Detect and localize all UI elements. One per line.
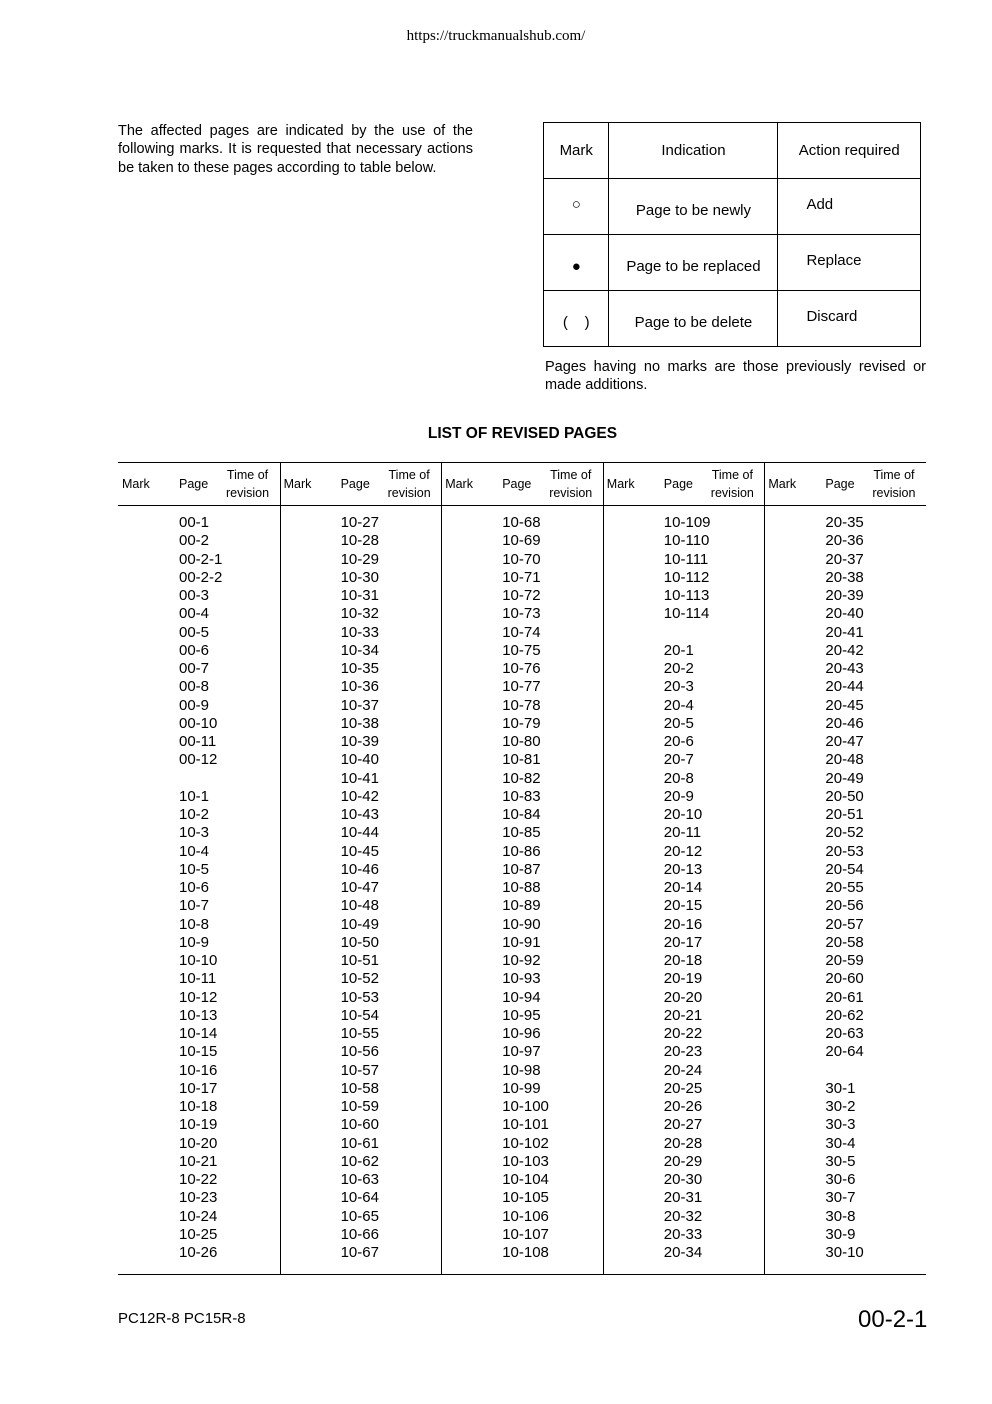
list-column-1 [118,463,281,1274]
time-of-label: Time of [388,468,430,482]
page-entry: 20-23 [663,1043,703,1061]
page-entry: 10-103 [502,1152,549,1170]
page-entry: 10-81 [502,751,541,769]
page-entry: 10-101 [502,1116,549,1134]
page-entry: 10-3 [179,824,210,842]
page-entry: 10-61 [340,1134,379,1152]
page-entry: 10-105 [502,1189,549,1207]
page-entry: 10-100 [502,1098,549,1115]
indication-text: Page to be delete [634,314,753,331]
time-of-revision-header [549,466,592,502]
revision-label: revision [226,486,270,500]
open-circle-symbol: ○ [571,196,581,213]
action-text: Add [806,196,834,213]
page-entry: 10-73 [502,605,541,623]
page-entry: 10-59 [340,1098,379,1115]
page-entry: 00-3 [179,587,210,604]
page-entry: 30-3 [825,1116,856,1134]
page-entry: 10-13 [179,1006,218,1024]
page-entry: 10-20 [179,1134,218,1152]
page-entry: 10-58 [340,1079,379,1097]
page-entry: 10-35 [340,660,379,677]
page-entry: 20-62 [825,1006,864,1024]
page-entry [664,624,711,642]
page-entry: 20-43 [825,660,864,677]
page-entry: 20-28 [663,1134,703,1152]
page-entry [825,1062,863,1080]
page-entry: 20-3 [663,678,694,696]
page-entry: 20-60 [825,970,864,988]
page-entry: 10-74 [502,623,541,641]
page-entry: 20-13 [663,860,703,878]
action-text: Replace [806,252,862,269]
page-list [664,514,711,1262]
page-entry: 10-16 [179,1061,218,1079]
page-entry: 10-53 [340,988,379,1006]
page-entry: 10-99 [502,1079,541,1097]
page-entry: 30-1 [825,1079,856,1097]
page-entry: 20-29 [663,1152,703,1170]
page-entry: 10-57 [340,1061,379,1079]
page-entry: 10-90 [502,915,541,933]
page-entry: 20-27 [663,1116,703,1134]
action-cell [778,291,921,347]
page-entry: 10-84 [502,806,541,823]
marks-row-discard [544,291,921,347]
page-entry: 20-14 [663,879,703,896]
time-of-label: Time of [873,468,915,482]
page-entry: 10-79 [502,714,541,732]
mark-header: Mark [445,477,473,491]
page-entry: 20-21 [663,1006,703,1024]
page-entry: 10-56 [340,1043,379,1061]
marks-header-row [544,123,921,179]
mark-column-header: Mark [544,123,609,179]
page-entry: 30-6 [825,1171,856,1188]
page-entry: 10-46 [340,860,379,878]
page-entry: 10-17 [179,1079,218,1097]
page-entry: 20-8 [663,769,694,787]
time-of-revision-header [711,466,754,502]
page-entry: 30-10 [825,1244,864,1261]
page-entry: 10-48 [340,897,379,915]
marks-legend-table [543,122,921,347]
time-of-label: Time of [711,468,753,482]
page-entry: 10-62 [340,1152,379,1170]
page-entry: 20-39 [825,587,864,604]
mark-header: Mark [122,477,150,491]
page-entry: 00-7 [179,660,210,677]
page-entry: 10-82 [502,769,541,787]
page-entry: 10-108 [502,1244,549,1261]
page-entry: 10-34 [340,641,379,659]
page-entry: 10-8 [179,915,210,933]
page-entry: 10-107 [502,1225,549,1243]
page-entry: 00-4 [179,605,210,623]
page-entry: 20-2 [663,660,694,677]
page-entry: 20-41 [825,623,864,641]
page-entry: 20-18 [663,952,703,969]
page-entry: 00-5 [179,623,210,641]
page-entry: 30-4 [825,1134,856,1152]
page-entry: 10-2 [179,806,210,823]
indication-text: Page to be replaced [626,258,761,275]
time-of-revision-header [226,466,269,502]
page-entry: 20-49 [825,769,864,787]
page-entry: 20-9 [663,787,694,805]
page-entry: 10-14 [179,1025,218,1042]
page-entry: 10-38 [340,714,379,732]
page-entry: 20-51 [825,806,864,823]
page-entry: 20-19 [663,970,703,988]
mark-header: Mark [768,477,797,491]
list-column-2 [280,463,443,1274]
page-entry: 10-64 [340,1189,379,1207]
page-entry: 20-16 [663,915,703,933]
action-column-header: Action required [778,123,921,179]
page-entry: 20-42 [825,641,864,659]
page-entry: 00-2-1 [179,550,223,568]
page-entry: 30-8 [825,1207,856,1225]
page-entry: 10-83 [502,787,541,805]
time-of-revision-header [388,466,431,502]
page-entry: 20-52 [825,824,864,842]
page-entry: 10-22 [179,1171,218,1188]
indication-text: Page to be newly [635,202,751,219]
mark-header: Mark [283,477,312,491]
page-entry: 20-35 [825,514,864,531]
page-entry: 20-48 [825,751,864,769]
page-entry: 10-106 [502,1207,549,1225]
page-entry: 10-76 [502,660,541,677]
list-column-5 [764,463,926,1274]
page-entry: 10-9 [179,933,210,951]
page-entry: 20-53 [825,842,864,860]
page-entry: 10-54 [340,1006,379,1024]
page-entry: 20-20 [663,988,703,1006]
page-entry: 20-40 [825,605,864,623]
page-entry: 20-54 [825,860,864,878]
page-entry: 10-78 [502,696,541,714]
page-entry: 10-86 [502,842,541,860]
page-header: Page [340,477,370,491]
page-entry: 10-42 [340,787,379,805]
mark-header: Mark [606,477,635,491]
page-entry: 20-11 [663,824,702,842]
revised-pages-table [118,462,926,1275]
page-entry: 10-52 [340,970,379,988]
page-entry: 10-37 [340,696,379,714]
page-entry: 20-1 [663,641,694,659]
list-column-3 [441,463,604,1274]
page-entry: 10-66 [340,1225,379,1243]
page-entry: 10-47 [340,879,379,896]
marks-row-add [544,179,921,235]
page-entry: 20-4 [663,696,694,714]
page-entry: 20-12 [663,842,703,860]
page-entry: 10-36 [340,678,379,696]
page-entry: 10-45 [340,842,379,860]
page-entry: 10-104 [502,1171,549,1188]
page-entry: 20-37 [825,550,864,568]
time-of-label: Time of [226,468,269,482]
page-entry: 20-15 [663,897,703,915]
page-entry: 20-61 [825,988,864,1006]
page-entry: 00-9 [179,696,210,714]
page-entry: 00-6 [179,641,210,659]
indication-cell [609,291,778,347]
page-entry: 20-47 [825,733,864,750]
page-entry: 10-24 [179,1207,218,1225]
page-entry: 30-9 [825,1225,856,1243]
page-entry: 10-80 [502,733,541,750]
page-entry [179,770,222,788]
page-entry: 10-112 [663,568,710,586]
page-entry: 10-60 [340,1116,379,1134]
footer-model: PC12R-8 PC15R-8 [118,1310,246,1327]
page-entry: 20-26 [663,1098,703,1115]
page-entry: 10-89 [502,897,541,915]
page-entry: 10-41 [340,769,379,787]
page-entry: 30-7 [825,1189,856,1207]
page-entry: 10-109 [663,514,711,531]
page-entry: 20-25 [663,1079,703,1097]
page-entry: 20-32 [663,1207,703,1225]
page-header: Page [825,477,855,491]
page-entry: 10-93 [502,970,541,988]
no-marks-note: Pages having no marks are those previously revised or made additions. [545,359,926,394]
page-entry: 20-31 [663,1189,703,1207]
page-entry: 10-91 [502,933,541,951]
page-entry: 10-6 [179,879,210,896]
filled-circle-symbol: ● [571,258,581,275]
indication-cell [609,179,778,235]
page-entry: 20-30 [663,1171,703,1188]
filled-circle-mark [544,235,609,291]
page-entry: 20-10 [663,806,703,823]
page-entry: 10-87 [502,860,541,878]
page-entry: 10-68 [502,514,541,531]
page-entry: 10-7 [179,897,210,915]
page-entry: 10-94 [502,988,541,1006]
page-entry: 10-23 [179,1189,218,1207]
page-entry: 10-30 [340,568,379,586]
page-entry: 20-33 [663,1225,703,1243]
page-entry: 10-88 [502,879,541,896]
page-header: Page [502,477,532,491]
page-entry: 10-102 [502,1134,549,1152]
page-entry: 10-114 [663,605,710,623]
page-entry: 20-5 [663,714,694,732]
page-entry: 10-1 [179,787,210,805]
page-entry: 20-55 [825,879,864,896]
page-entry: 10-72 [502,587,541,604]
page-entry: 20-7 [663,751,694,769]
page-entry: 20-24 [663,1061,703,1079]
page-entry: 10-63 [340,1171,379,1188]
page-entry: 20-50 [825,787,864,805]
page-entry: 10-97 [502,1043,541,1061]
page-entry: 00-2 [179,532,210,550]
page-list [825,514,863,1262]
page-entry: 10-51 [340,952,379,969]
page-entry: 10-29 [340,550,379,568]
page-entry: 30-5 [825,1152,856,1170]
page-entry: 20-45 [825,696,864,714]
parentheses-mark [544,291,609,347]
source-url[interactable]: https://truckmanualshub.com/ [406,28,586,44]
page-entry: 20-36 [825,532,864,550]
page-entry: 20-6 [663,733,694,750]
page-entry: 00-2-2 [179,568,223,586]
page-entry: 00-1 [179,514,210,531]
open-circle-mark [544,179,609,235]
page-entry: 10-50 [340,933,379,951]
page-entry: 10-4 [179,842,210,860]
page-entry: 20-58 [825,933,864,951]
page-entry: 10-98 [502,1061,541,1079]
revision-label: revision [872,486,916,500]
page-entry: 10-11 [179,970,217,988]
page-entry: 00-12 [179,751,218,769]
page-entry: 10-71 [502,568,541,586]
page-entry: 10-25 [179,1225,218,1243]
page-entry: 10-21 [179,1152,218,1170]
indication-column-header: Indication [609,123,778,179]
page-entry: 10-5 [179,860,210,878]
page-entry: 00-11 [179,733,217,750]
page-entry: 20-57 [825,915,864,933]
page-entry: 10-85 [502,824,541,842]
page-entry: 10-69 [502,532,541,550]
page-entry: 10-27 [340,514,379,531]
page-entry: 20-22 [663,1025,703,1042]
list-column-4 [603,463,766,1274]
page-entry: 20-59 [825,952,864,969]
page-list [341,514,379,1262]
page-entry: 20-17 [663,933,703,951]
page-entry: 20-56 [825,897,864,915]
page-entry: 10-39 [340,733,379,750]
page-entry: 10-77 [502,678,541,696]
action-cell [778,179,921,235]
page-entry: 10-26 [179,1244,218,1261]
action-text: Discard [806,308,858,325]
page-entry: 10-92 [502,952,541,969]
page-entry: 10-113 [663,587,710,604]
revision-label: revision [710,486,754,500]
footer-page-number: 00-2-1 [858,1306,928,1333]
page-entry: 10-111 [663,550,709,568]
page-entry: 20-63 [825,1025,864,1042]
page-entry: 00-10 [179,714,218,732]
revision-label: revision [387,486,431,500]
page-entry: 20-44 [825,678,864,696]
page-list [179,514,222,1262]
page-entry: 10-12 [179,988,218,1006]
intro-paragraph: The affected pages are indicated by the use of the following marks. It is requested that necessary actions be taken to these pages according to table below. [118,123,473,176]
page-entry: 20-34 [663,1244,703,1261]
page-entry: 30-2 [825,1098,856,1115]
page-entry: 10-65 [340,1207,379,1225]
indication-cell [609,235,778,291]
page-entry: 20-38 [825,568,864,586]
revision-label: revision [549,486,593,500]
action-cell [778,235,921,291]
parentheses-symbol: ( ) [562,314,590,331]
page-entry: 10-96 [502,1025,541,1042]
page-entry: 20-46 [825,714,864,732]
page-entry: 10-75 [502,641,541,659]
page-entry: 10-110 [663,532,710,550]
page-entry: 10-10 [179,952,218,969]
page-entry: 10-31 [340,587,379,604]
page-entry: 20-64 [825,1043,864,1061]
page-entry: 10-32 [340,605,379,623]
list-title: LIST OF REVISED PAGES [427,425,618,442]
marks-row-replace [544,235,921,291]
time-of-label: Time of [550,468,592,482]
page-list [502,514,549,1262]
page-entry: 10-55 [340,1025,379,1042]
page-entry: 10-70 [502,550,541,568]
page-header: Page [179,477,209,491]
page-entry: 10-19 [179,1116,218,1134]
page-entry: 10-40 [340,751,379,769]
time-of-revision-header [872,466,915,502]
page-entry: 00-8 [179,678,210,696]
page-entry: 10-28 [340,532,379,550]
page-header: Page [663,477,693,491]
page-entry: 10-44 [340,824,379,842]
page-entry: 10-33 [340,623,379,641]
page-entry: 10-18 [179,1098,218,1115]
page-entry: 10-95 [502,1006,541,1024]
page-entry: 10-43 [340,806,379,823]
page-entry: 10-49 [340,915,379,933]
page-entry: 10-15 [179,1043,218,1061]
page-entry: 10-67 [340,1244,379,1261]
